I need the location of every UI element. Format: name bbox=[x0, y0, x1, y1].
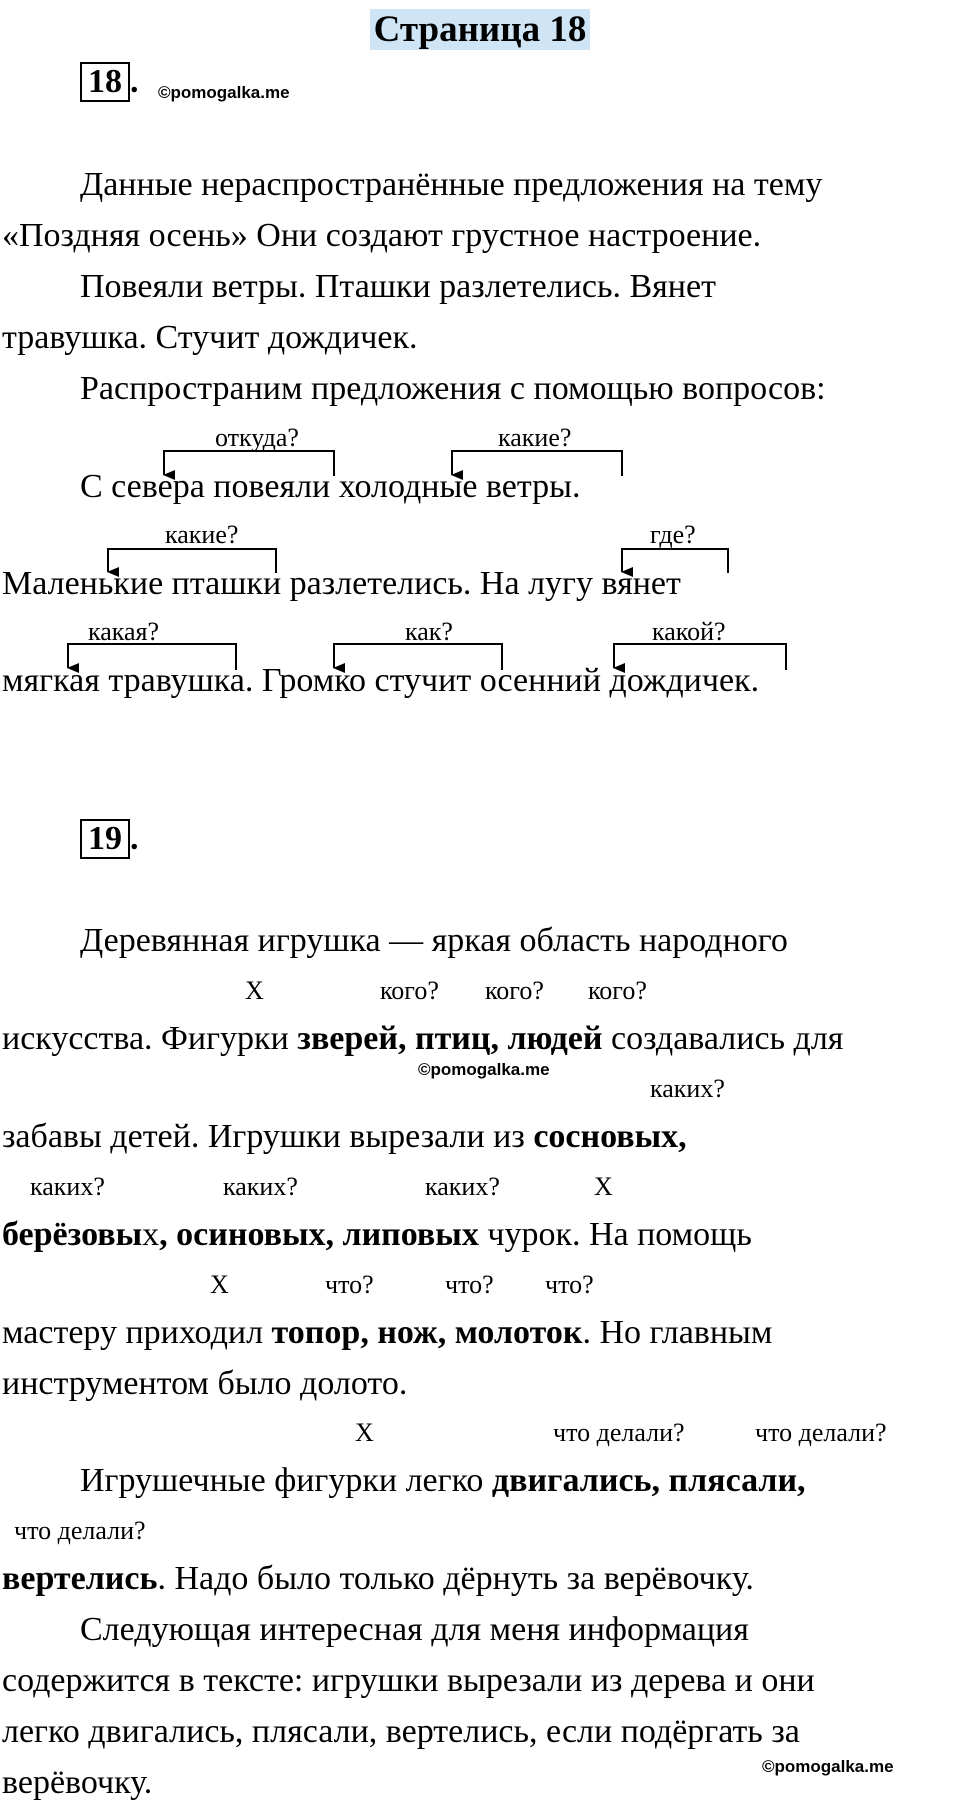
ex18-line-6: С севера повеяли холодные ветры. bbox=[80, 468, 581, 505]
question-label: Х bbox=[245, 976, 264, 1005]
arrow-2 bbox=[452, 451, 622, 476]
question-arrows bbox=[0, 0, 960, 720]
question-label: какие? bbox=[498, 423, 572, 452]
ex19-line-1: Деревянная игрушка — яркая область народного bbox=[80, 922, 788, 959]
question-label: кого? bbox=[588, 976, 647, 1005]
question-label: как? bbox=[405, 617, 453, 646]
exercise-19-number: 19 . bbox=[80, 819, 139, 859]
arrow-6 bbox=[334, 644, 502, 670]
arrow-1 bbox=[164, 451, 334, 476]
ex19-line-6: инструментом было долото. bbox=[2, 1365, 408, 1402]
question-label: кого? bbox=[380, 976, 439, 1005]
question-label: что? bbox=[325, 1270, 374, 1299]
question-label: каких? bbox=[30, 1172, 105, 1201]
ex18-line-5: Распространим предложения с помощью вопросов: bbox=[80, 370, 826, 407]
question-label: откуда? bbox=[215, 423, 299, 452]
ex19-line-4: берёзовых, осиновых, липовых чурок. На помощь bbox=[2, 1216, 752, 1253]
question-label: что делали? bbox=[14, 1516, 146, 1545]
watermark: ©pomogalka.me bbox=[762, 1757, 894, 1776]
arrow-3 bbox=[108, 549, 276, 573]
ex19-line-3: забавы детей. Игрушки вырезали из сосновых, bbox=[2, 1118, 687, 1155]
question-label: какая? bbox=[88, 617, 160, 646]
question-label: Х bbox=[210, 1270, 229, 1299]
question-label: где? bbox=[650, 520, 696, 549]
question-label: что? bbox=[545, 1270, 594, 1299]
question-label: каких? bbox=[650, 1074, 725, 1103]
ex18-line-4: травушка. Стучит дождичек. bbox=[2, 319, 418, 356]
question-label: каких? bbox=[425, 1172, 500, 1201]
arrow-5 bbox=[68, 644, 236, 670]
ex19-line-10: содержится в тексте: игрушки вырезали из дерева и они bbox=[2, 1662, 815, 1699]
question-label: Х bbox=[594, 1172, 613, 1201]
question-label: что? bbox=[445, 1270, 494, 1299]
arrow-4 bbox=[622, 549, 728, 573]
question-label: какой? bbox=[652, 617, 726, 646]
question-label: каких? bbox=[223, 1172, 298, 1201]
ex18-line-8: мягкая травушка. Громко стучит осенний дождичек. bbox=[2, 662, 760, 699]
question-label: какие? bbox=[165, 520, 239, 549]
ex19-line-7: Игрушечные фигурки легко двигались, плясали, bbox=[80, 1462, 806, 1499]
ex19-line-11: легко двигались, плясали, вертелись, если подёргать за bbox=[2, 1713, 800, 1750]
ex18-line-1: Данные нераспространённые предложения на тему bbox=[80, 166, 823, 203]
ex18-line-7: Маленькие пташки разлетелись. На лугу вянет bbox=[2, 565, 681, 602]
ex18-line-2: «Поздняя осень» Они создают грустное настроение. bbox=[2, 217, 762, 254]
question-label: кого? bbox=[485, 976, 544, 1005]
watermark: ©pomogalka.me bbox=[158, 83, 290, 102]
ex19-line-9: Следующая интересная для меня информация bbox=[80, 1611, 749, 1648]
page-title-text: Страница 18 bbox=[370, 9, 591, 50]
question-label: Х bbox=[355, 1418, 374, 1447]
ex18-line-3: Повеяли ветры. Пташки разлетелись. Вянет bbox=[80, 268, 716, 305]
question-label: что делали? bbox=[755, 1418, 887, 1447]
watermark: ©pomogalka.me bbox=[418, 1060, 550, 1079]
ex19-line-12: верёвочку. bbox=[2, 1764, 153, 1801]
ex19-line-2: искусства. Фигурки зверей, птиц, людей создавались для bbox=[2, 1020, 844, 1057]
ex19-line-5: мастеру приходил топор, нож, молоток. Но главным bbox=[2, 1314, 773, 1351]
exercise-18-number: 18 . bbox=[80, 62, 139, 102]
arrow-7 bbox=[614, 644, 786, 670]
question-label: что делали? bbox=[553, 1418, 685, 1447]
ex19-line-8: вертелись. Надо было только дёрнуть за верёвочку. bbox=[2, 1560, 754, 1597]
